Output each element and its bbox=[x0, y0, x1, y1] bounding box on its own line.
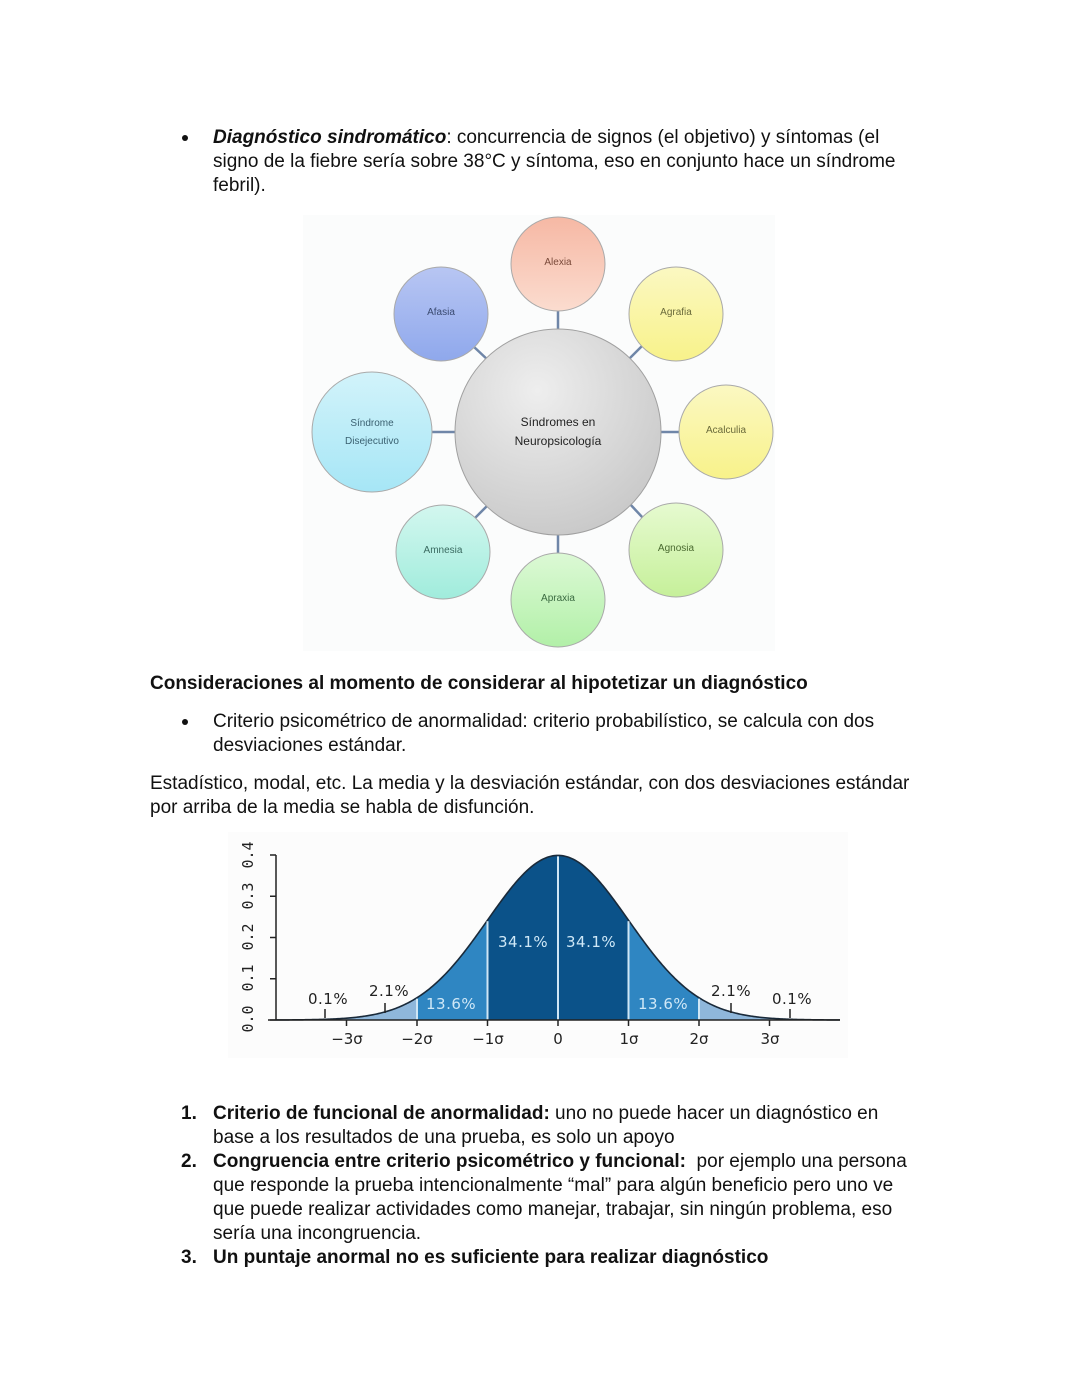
list-item-term: Criterio de funcional de anormalidad: bbox=[213, 1103, 550, 1124]
list-number: 2. bbox=[181, 1151, 197, 1172]
label-apraxia: Apraxia bbox=[541, 593, 575, 604]
bullet-line-2: desviaciones estándar. bbox=[213, 735, 407, 756]
term-diagnostico-sindromatico: Diagnóstico sindromático bbox=[213, 127, 447, 148]
list-item-line-2: base a los resultados de una prueba, es solo un apoyo bbox=[213, 1127, 675, 1148]
bullet-diagnostico-sindromatico bbox=[213, 126, 943, 198]
x-tick-label: 0 bbox=[553, 1030, 563, 1048]
paragraph-line-1: Estadístico, modal, etc. La media y la desviación estándar, con dos desviaciones estándar bbox=[150, 773, 910, 794]
list-item-criterio-funcional bbox=[213, 1102, 943, 1150]
x-tick-label: −3σ bbox=[331, 1030, 363, 1048]
x-tick-label: −2σ bbox=[401, 1030, 433, 1048]
list-item-line-2: que responde la prueba intencionalmente “mal” para algún beneficio pero uno ve bbox=[213, 1175, 894, 1196]
bullet-marker bbox=[182, 719, 188, 725]
list-number: 3. bbox=[181, 1247, 197, 1268]
percent-label-right-1sd: 13.6% bbox=[638, 995, 689, 1013]
label-afasia: Afasia bbox=[427, 307, 455, 318]
list-item-term: Congruencia entre criterio psicométrico y funcional: bbox=[213, 1151, 686, 1172]
list-item-line-1 bbox=[213, 1102, 943, 1126]
label-acalculia: Acalculia bbox=[705, 425, 747, 436]
label-sindrome-line1: Síndrome bbox=[350, 418, 394, 429]
label-amnesia: Amnesia bbox=[423, 545, 463, 556]
center-label-line2: Neuropsicología bbox=[514, 434, 602, 448]
y-tick-label: 0.1 bbox=[239, 964, 257, 992]
x-tick-label: 1σ bbox=[619, 1030, 639, 1048]
list-item-line-3: que puede realizar actividades como manejar, trabajar, sin ningún problema, eso bbox=[213, 1199, 893, 1220]
bullet-line-1 bbox=[213, 126, 943, 150]
bullet-line-2: signo de la fiebre sería sobre 38°C y síntoma, eso en conjunto hace un síndrome bbox=[213, 151, 896, 172]
percent-label-right-mean: 34.1% bbox=[566, 933, 617, 951]
normal-distribution-chart bbox=[228, 832, 848, 1058]
percent-label-left-tail: 0.1% bbox=[308, 990, 349, 1008]
sindromes-diagram bbox=[303, 215, 775, 651]
list-item-line-4: sería una incongruencia. bbox=[213, 1223, 422, 1244]
x-tick-label: −1σ bbox=[472, 1030, 504, 1048]
x-tick-label: 2σ bbox=[689, 1030, 709, 1048]
label-agrafia: Agrafia bbox=[660, 307, 692, 318]
percent-label-left-2sd: 2.1% bbox=[369, 982, 410, 1000]
center-label-line1: Síndromes en bbox=[520, 415, 596, 429]
list-item-congruencia bbox=[213, 1150, 953, 1246]
paragraph-estadistico bbox=[150, 772, 950, 820]
list-item-text: uno no puede hacer un diagnóstico en bbox=[549, 1103, 879, 1124]
bullet-line-3: febril). bbox=[213, 175, 266, 196]
label-sindrome-line2: Disejecutivo bbox=[345, 436, 399, 447]
center-label bbox=[455, 413, 661, 451]
list-item-line-1 bbox=[213, 1150, 953, 1174]
paragraph-line-2: por arriba de la media se habla de disfunción. bbox=[150, 797, 535, 818]
y-tick-label: 0.0 bbox=[239, 1005, 257, 1033]
x-tick-label: 3σ bbox=[760, 1030, 780, 1048]
label-agnosia: Agnosia bbox=[657, 543, 695, 554]
list-item-puntaje-anormal: Un puntaje anormal no es suficiente para realizar diagnóstico bbox=[213, 1247, 769, 1268]
list-item-text: por ejemplo una persona bbox=[686, 1151, 907, 1172]
section-heading-consideraciones: Consideraciones al momento de considerar al hipotetizar un diagnóstico bbox=[150, 673, 808, 694]
percent-label-right-2sd: 2.1% bbox=[711, 982, 752, 1000]
y-tick-label: 0.4 bbox=[239, 841, 257, 869]
x-ticks bbox=[347, 1020, 770, 1026]
percent-label-right-tail: 0.1% bbox=[772, 990, 813, 1008]
bullet-text: : concurrencia de signos (el objetivo) y síntomas (el bbox=[446, 127, 880, 148]
y-ticks bbox=[270, 855, 276, 1020]
bullet-marker bbox=[182, 135, 188, 141]
list-number: 1. bbox=[181, 1103, 197, 1124]
y-tick-label: 0.3 bbox=[239, 882, 257, 910]
bullet-criterio-psicometrico bbox=[213, 710, 943, 758]
percent-label-left-1sd: 13.6% bbox=[426, 995, 477, 1013]
label-alexia: Alexia bbox=[544, 257, 572, 268]
y-tick-label: 0.2 bbox=[239, 923, 257, 951]
label-sindrome-disejecutivo bbox=[312, 415, 432, 451]
bullet-line-1: Criterio psicométrico de anormalidad: criterio probabilístico, se calcula con dos bbox=[213, 711, 875, 732]
percent-label-left-mean: 34.1% bbox=[498, 933, 549, 951]
